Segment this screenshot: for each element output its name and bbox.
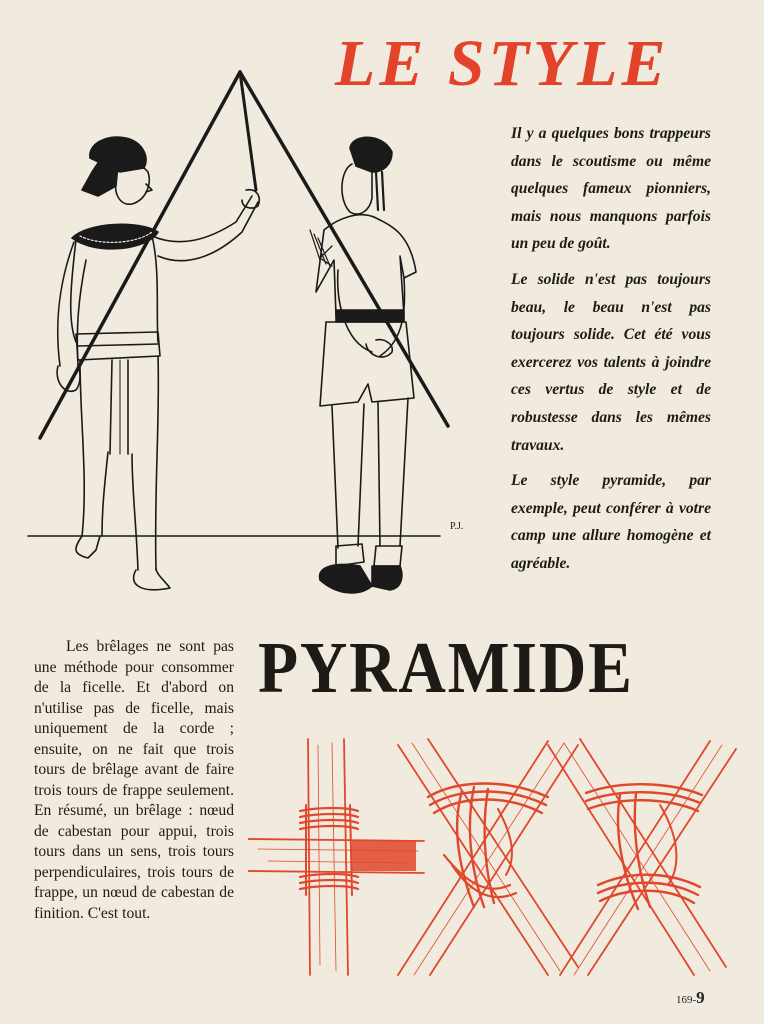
page-title: LE STYLE [335, 27, 670, 100]
page-number-value: 9 [696, 988, 705, 1007]
intro-paragraph-1: Il y a quelques bons trappeurs dans le scoutisme ou même quelques fameux pionniers, mais nous manquons parfois un peu de goût. [511, 125, 711, 253]
intro-paragraph-2: Le solide n'est pas toujours beau, le beau n'est pas toujours solide. Cet été vous exercerez vos talents à joindre ces vertus de style et de robustesse dans les mêmes travaux. [511, 270, 711, 454]
body-text: Les brêlages ne sont pas une méthode pour consommer de la ficelle. Et d'abord on n'utilise pas de ficelle, mais uniquement de la corde ; ensuite, on ne fait que trois tours de brêlage avant de faire trois tours de frappe seulement. En résumé, un brêlage : nœud de cabestan pour appui, trois tours dans un sens, trois tours perpendiculaires, trois tours de frappe, un nœud de cabestan de finition. C'est tout. [34, 638, 234, 922]
section-title: PYRAMIDE [258, 627, 634, 708]
lashing-diagrams [248, 735, 738, 980]
diagonal-lashing-icon [398, 739, 578, 975]
square-lashing-icon [248, 739, 424, 975]
page-number-prefix: 169- [676, 994, 697, 1006]
scouts-pyramid-illustration [20, 60, 460, 610]
illustration-signature: P.J. [450, 521, 464, 532]
intro-paragraph-3: Le style pyramide, par exemple, peut conférer à votre camp une allure homogène et agréable. [511, 472, 711, 572]
intro-text [511, 120, 711, 586]
page-number [676, 988, 705, 1008]
